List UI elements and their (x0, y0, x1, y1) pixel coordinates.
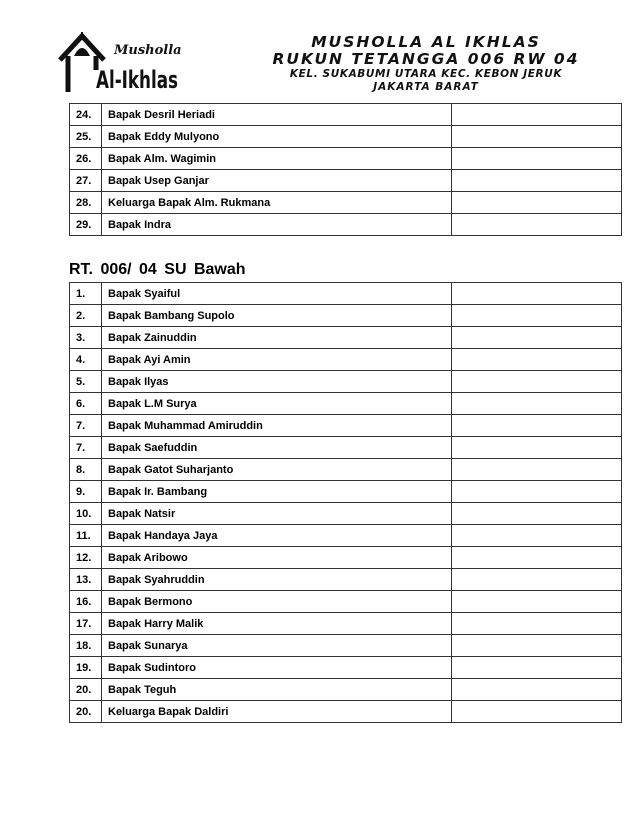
row-note (452, 305, 622, 327)
row-number: 18. (70, 635, 102, 657)
row-note (452, 126, 622, 148)
row-number: 1. (70, 283, 102, 305)
table-row (70, 327, 622, 349)
heading-line-3: KEL. SUKABUMI UTARA KEC. KEBON JERUK (289, 68, 563, 80)
row-note (452, 192, 622, 214)
row-name: Bapak Muhammad Amiruddin (102, 415, 452, 437)
row-name: Bapak Desril Heriadi (102, 104, 452, 126)
row-number: 5. (70, 371, 102, 393)
row-number: 2. (70, 305, 102, 327)
heading-line-2: RUKUN TETANGGA 006 RW 04 (272, 50, 580, 68)
row-note (452, 283, 622, 305)
member-table-bottom (69, 282, 622, 723)
row-name: Bapak Bermono (102, 591, 452, 613)
table-row (70, 591, 622, 613)
row-name: Bapak Ayi Amin (102, 349, 452, 371)
table-row (70, 635, 622, 657)
musholla-logo (56, 26, 182, 98)
table-row (70, 192, 622, 214)
row-name: Bapak Ilyas (102, 371, 452, 393)
row-name: Bapak Eddy Mulyono (102, 126, 452, 148)
row-name: Bapak Bambang Supolo (102, 305, 452, 327)
table-row (70, 569, 622, 591)
table-row (70, 126, 622, 148)
row-note (452, 214, 622, 236)
row-note (452, 481, 622, 503)
heading-block (236, 34, 616, 94)
table-row (70, 349, 622, 371)
logo-top-text: Musholla (114, 43, 182, 58)
row-note (452, 613, 622, 635)
row-note (452, 635, 622, 657)
row-number: 25. (70, 126, 102, 148)
row-number: 6. (70, 393, 102, 415)
row-name: Keluarga Bapak Daldiri (102, 701, 452, 723)
row-name: Bapak Zainuddin (102, 327, 452, 349)
row-note (452, 591, 622, 613)
row-note (452, 437, 622, 459)
row-number: 7. (70, 437, 102, 459)
row-name: Bapak Sunarya (102, 635, 452, 657)
row-number: 12. (70, 547, 102, 569)
row-note (452, 371, 622, 393)
row-name: Bapak Handaya Jaya (102, 525, 452, 547)
table-row (70, 170, 622, 192)
table-row (70, 701, 622, 723)
row-note (452, 148, 622, 170)
table-row (70, 393, 622, 415)
row-name: Bapak Sudintoro (102, 657, 452, 679)
table-row (70, 679, 622, 701)
table-row (70, 657, 622, 679)
member-table-top (69, 103, 622, 236)
row-note (452, 679, 622, 701)
row-number: 10. (70, 503, 102, 525)
table-row (70, 415, 622, 437)
row-note (452, 525, 622, 547)
row-note (452, 170, 622, 192)
row-number: 28. (70, 192, 102, 214)
row-note (452, 415, 622, 437)
row-name: Bapak Usep Ganjar (102, 170, 452, 192)
row-name: Bapak Syahruddin (102, 569, 452, 591)
row-number: 29. (70, 214, 102, 236)
row-note (452, 104, 622, 126)
table-row (70, 104, 622, 126)
logo-bottom-text: Al-Ikhlas (96, 66, 178, 94)
row-name: Bapak Alm. Wagimin (102, 148, 452, 170)
row-note (452, 459, 622, 481)
row-number: 3. (70, 327, 102, 349)
row-number: 24. (70, 104, 102, 126)
row-number: 17. (70, 613, 102, 635)
table-row (70, 148, 622, 170)
row-name: Keluarga Bapak Alm. Rukmana (102, 192, 452, 214)
row-number: 27. (70, 170, 102, 192)
row-note (452, 503, 622, 525)
row-name: Bapak Saefuddin (102, 437, 452, 459)
row-name: Bapak Harry Malik (102, 613, 452, 635)
row-note (452, 547, 622, 569)
row-number: 11. (70, 525, 102, 547)
table-row (70, 547, 622, 569)
row-note (452, 327, 622, 349)
row-number: 26. (70, 148, 102, 170)
row-number: 20. (70, 701, 102, 723)
row-number: 16. (70, 591, 102, 613)
row-name: Bapak Natsir (102, 503, 452, 525)
heading-line-4: JAKARTA BARAT (373, 81, 479, 93)
row-name: Bapak Aribowo (102, 547, 452, 569)
row-name: Bapak Syaiful (102, 283, 452, 305)
table-row (70, 214, 622, 236)
heading-line-1: MUSHOLLA AL IKHLAS (311, 33, 541, 51)
row-number: 8. (70, 459, 102, 481)
table-row (70, 305, 622, 327)
row-name: Bapak Indra (102, 214, 452, 236)
row-number: 20. (70, 679, 102, 701)
row-name: Bapak Teguh (102, 679, 452, 701)
row-note (452, 701, 622, 723)
table-row (70, 437, 622, 459)
document-header (0, 0, 638, 104)
row-note (452, 393, 622, 415)
row-number: 7. (70, 415, 102, 437)
row-name: Bapak Gatot Suharjanto (102, 459, 452, 481)
row-name: Bapak Ir. Bambang (102, 481, 452, 503)
table-row (70, 283, 622, 305)
row-note (452, 349, 622, 371)
table-row (70, 613, 622, 635)
section-title: RT. 006/ 04 SU Bawah (69, 261, 246, 278)
row-note (452, 569, 622, 591)
row-number: 9. (70, 481, 102, 503)
table-row (70, 525, 622, 547)
table-row (70, 459, 622, 481)
table-row (70, 503, 622, 525)
table-row (70, 481, 622, 503)
row-number: 4. (70, 349, 102, 371)
row-note (452, 657, 622, 679)
row-number: 13. (70, 569, 102, 591)
table-row (70, 371, 622, 393)
row-number: 19. (70, 657, 102, 679)
row-name: Bapak L.M Surya (102, 393, 452, 415)
